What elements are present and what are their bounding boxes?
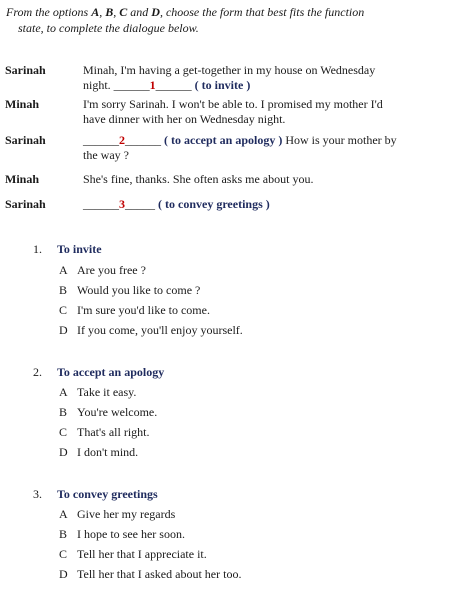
speech-text: How is your mother by bbox=[282, 133, 397, 147]
blank-1[interactable] bbox=[114, 78, 192, 93]
option-letter: B bbox=[59, 527, 68, 541]
option-letter: A bbox=[59, 385, 68, 399]
dialogue-speech bbox=[83, 133, 467, 163]
speaker-name: Sarinah bbox=[5, 63, 46, 77]
dialogue-speech bbox=[83, 97, 467, 127]
blank-3[interactable] bbox=[83, 197, 155, 212]
blank-line: ______ bbox=[83, 197, 119, 211]
separator: , bbox=[113, 5, 120, 19]
option-text: Tell her that I asked about her too. bbox=[77, 567, 242, 581]
option-text: Take it easy. bbox=[77, 385, 137, 399]
option-text: Tell her that I appreciate it. bbox=[77, 547, 207, 561]
blank-number: 3 bbox=[119, 197, 125, 211]
instructions-text: From the options bbox=[6, 5, 92, 19]
function-label: ( to invite ) bbox=[191, 78, 251, 92]
option-letter: C bbox=[59, 547, 68, 561]
question-number: 3. bbox=[33, 487, 42, 501]
blank-line: ______ bbox=[113, 78, 150, 92]
speaker-name: Minah bbox=[5, 172, 40, 186]
option-letter: C bbox=[59, 303, 68, 317]
option-text: That's all right. bbox=[77, 425, 150, 439]
option-letter-b: B bbox=[105, 5, 114, 19]
dialogue-speech bbox=[83, 172, 467, 187]
instructions-line2: state, to complete the dialogue below. bbox=[18, 21, 199, 35]
separator: , bbox=[99, 5, 106, 19]
blank-number: 1 bbox=[149, 78, 156, 92]
speaker-name: Minah bbox=[5, 97, 40, 111]
option-letter-d: D bbox=[151, 5, 160, 19]
question-title: To accept an apology bbox=[57, 365, 165, 379]
blank-line: _____ bbox=[125, 197, 155, 211]
function-label: ( to accept an apology ) bbox=[161, 133, 283, 147]
blank-line: ______ bbox=[155, 78, 192, 92]
speech-line: I'm sorry Sarinah. I won't be able to. I promised my mother I'd bbox=[83, 97, 383, 111]
dialogue-speech bbox=[83, 197, 467, 212]
speech-line: the way ? bbox=[83, 148, 129, 162]
option-letter: B bbox=[59, 283, 68, 297]
option-letter: D bbox=[59, 323, 68, 337]
option-letter-a: A bbox=[91, 5, 100, 19]
option-text: I don't mind. bbox=[77, 445, 139, 459]
option-text: I hope to see her soon. bbox=[77, 527, 185, 541]
dialogue-speech bbox=[83, 63, 467, 93]
option-letter: A bbox=[59, 507, 68, 521]
blank-line: ______ bbox=[83, 133, 119, 147]
option-letter: A bbox=[59, 263, 68, 277]
option-letter: C bbox=[59, 425, 68, 439]
question-number: 1. bbox=[33, 242, 42, 256]
speaker-name: Sarinah bbox=[5, 133, 46, 147]
speech-line bbox=[83, 78, 467, 93]
option-text: I'm sure you'd like to come. bbox=[77, 303, 210, 317]
option-text: If you come, you'll enjoy yourself. bbox=[77, 323, 243, 337]
option-letter-c: C bbox=[119, 5, 128, 19]
question-number: 2. bbox=[33, 365, 42, 379]
conjunction: and bbox=[127, 5, 152, 19]
instructions bbox=[6, 4, 468, 36]
speech-text: night. bbox=[83, 78, 114, 92]
instructions-text: , choose the form that best fits the function bbox=[159, 5, 365, 19]
option-text: Give her my regards bbox=[77, 507, 176, 521]
option-text: Would you like to come ? bbox=[77, 283, 201, 297]
speech-line bbox=[83, 133, 467, 148]
speech-line: Minah, I'm having a get-together in my house on Wednesday bbox=[83, 63, 376, 77]
option-text: You're welcome. bbox=[77, 405, 158, 419]
option-text: Are you free ? bbox=[77, 263, 146, 277]
blank-2[interactable] bbox=[83, 133, 161, 148]
speech-line bbox=[83, 197, 467, 212]
question-title: To invite bbox=[57, 242, 102, 256]
blank-number: 2 bbox=[119, 133, 125, 147]
option-letter: D bbox=[59, 445, 68, 459]
option-letter: B bbox=[59, 405, 68, 419]
blank-line: ______ bbox=[125, 133, 161, 147]
speaker-name: Sarinah bbox=[5, 197, 46, 211]
option-letter: D bbox=[59, 567, 68, 581]
function-label: ( to convey greetings ) bbox=[155, 197, 270, 211]
speech-line: have dinner with her on Wednesday night. bbox=[83, 112, 286, 126]
question-title: To convey greetings bbox=[57, 487, 158, 501]
speech-line: She's fine, thanks. She often asks me about you. bbox=[83, 172, 314, 186]
